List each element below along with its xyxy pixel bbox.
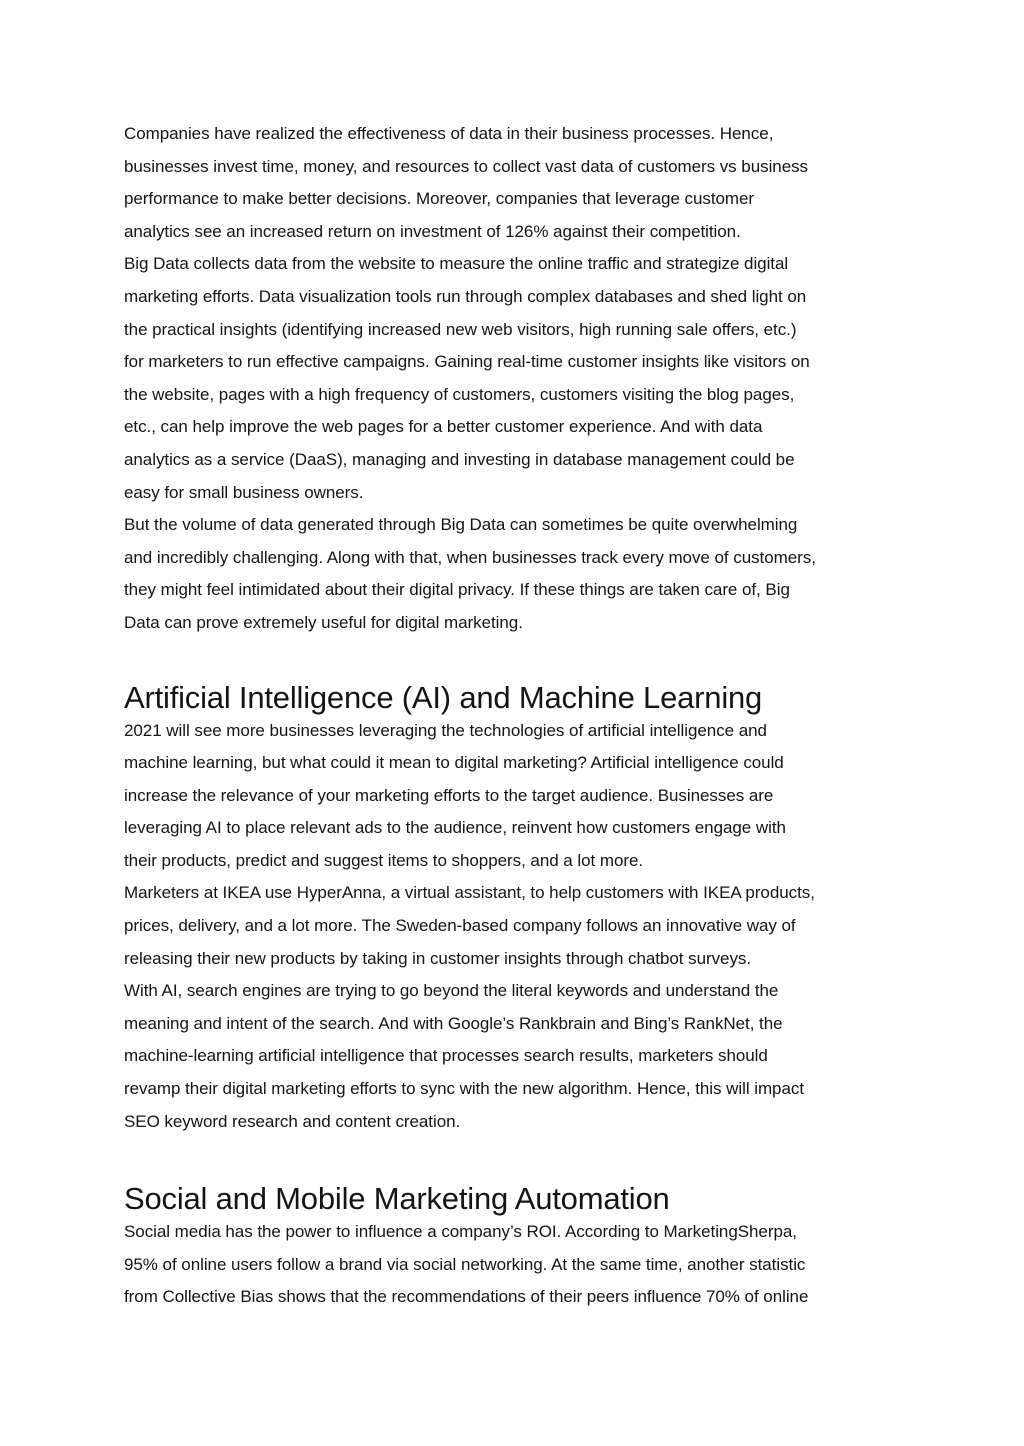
paragraph — [124, 248, 914, 509]
text-line: their products, predict and suggest items to shoppers, and a lot more. — [124, 850, 644, 870]
section-heading: Artificial Intelligence (AI) and Machine Learning — [124, 679, 763, 715]
text-line: Big Data collects data from the website to measure the online traffic and strategize digital — [124, 254, 789, 274]
text-line: But the volume of data generated through Big Data can sometimes be quite overwhelming — [124, 515, 798, 535]
text-line: they might feel intimidated about their digital privacy. If these things are taken care of, Big — [124, 580, 790, 600]
text-line: etc., can help improve the web pages for a better customer experience. And with data — [124, 417, 763, 437]
text-line: 95% of online users follow a brand via social networking. At the same time, another statistic — [124, 1254, 806, 1274]
paragraph — [124, 715, 914, 878]
paragraph — [124, 877, 914, 975]
text-line: Social media has the power to influence a company’s ROI. According to MarketingSherpa, — [124, 1222, 797, 1242]
paragraph — [124, 975, 914, 1138]
text-line: analytics as a service (DaaS), managing and investing in database management could be — [124, 449, 795, 469]
text-line: With AI, search engines are trying to go beyond the literal keywords and understand the — [124, 981, 779, 1001]
text-line: easy for small business owners. — [124, 482, 364, 502]
text-line: meaning and intent of the search. And with Google’s Rankbrain and Bing’s RankNet, the — [124, 1013, 783, 1033]
text-line: performance to make better decisions. Moreover, companies that leverage customer — [124, 189, 755, 209]
paragraph — [124, 509, 914, 639]
text-line: from Collective Bias shows that the recommendations of their peers influence 70% of online — [124, 1287, 809, 1307]
paragraph — [124, 1216, 914, 1314]
text-line: leveraging AI to place relevant ads to the audience, reinvent how customers engage with — [124, 818, 786, 838]
text-line: SEO keyword research and content creation. — [124, 1111, 461, 1131]
text-line: for marketers to run effective campaigns. Gaining real-time customer insights like visitors on — [124, 352, 810, 372]
text-line: machine learning, but what could it mean to digital marketing? Artificial intelligence could — [124, 753, 784, 773]
section-ai-ml — [124, 681, 914, 1139]
text-line: the practical insights (identifying increased new web visitors, high running sale offers, etc.) — [124, 319, 797, 339]
text-line: and incredibly challenging. Along with that, when businesses track every move of customers, — [124, 547, 816, 567]
text-line: machine-learning artificial intelligence that processes search results, marketers should — [124, 1046, 768, 1066]
text-line: marketing efforts. Data visualization tools run through complex databases and shed light on — [124, 286, 807, 306]
text-line: 2021 will see more businesses leveraging the technologies of artificial intelligence and — [124, 720, 767, 740]
text-line: revamp their digital marketing efforts to sync with the new algorithm. Hence, this will impact — [124, 1079, 804, 1099]
section-heading: Social and Mobile Marketing Automation — [124, 1181, 670, 1217]
text-line: prices, delivery, and a lot more. The Sweden-based company follows an innovative way of — [124, 916, 796, 936]
text-line: Data can prove extremely useful for digital marketing. — [124, 612, 523, 632]
text-line: Marketers at IKEA use HyperAnna, a virtual assistant, to help customers with IKEA products, — [124, 883, 815, 903]
document-page — [124, 118, 914, 1314]
text-line: businesses invest time, money, and resources to collect vast data of customers vs business — [124, 156, 809, 176]
intro-block — [124, 118, 914, 640]
paragraph — [124, 118, 914, 248]
section-social-mobile — [124, 1182, 914, 1314]
text-line: releasing their new products by taking in customer insights through chatbot surveys. — [124, 948, 752, 968]
text-line: the website, pages with a high frequency of customers, customers visiting the blog pages, — [124, 384, 795, 404]
text-line: increase the relevance of your marketing efforts to the target audience. Businesses are — [124, 785, 774, 805]
text-line: analytics see an increased return on investment of 126% against their competition. — [124, 221, 741, 241]
text-line: Companies have realized the effectiveness of data in their business processes. Hence, — [124, 124, 774, 143]
